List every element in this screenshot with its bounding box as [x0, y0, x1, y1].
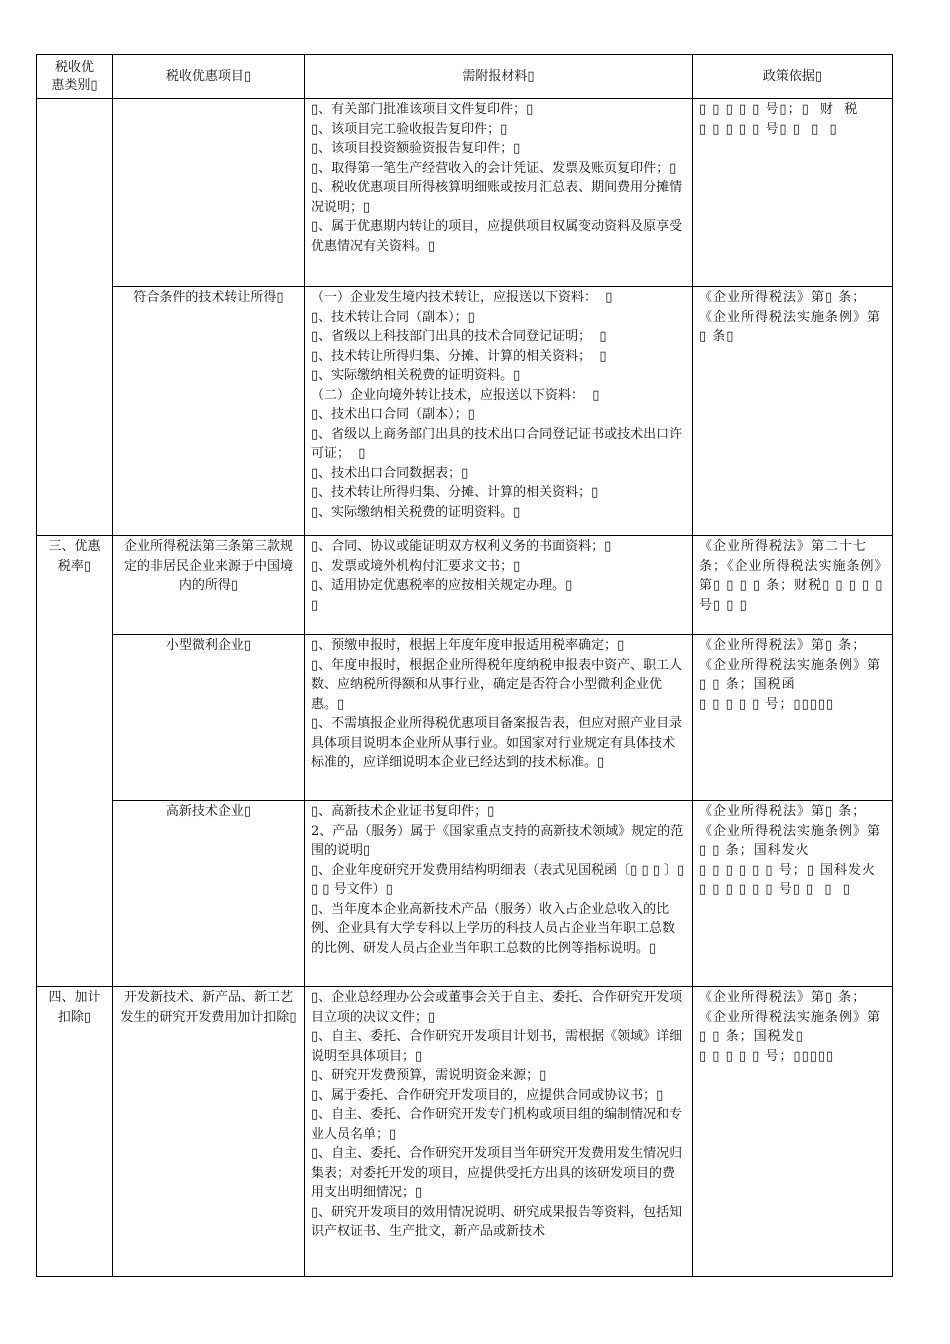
material-line: ▯、取得第一笔生产经营收入的会计凭证、发票及账页复印件；▯	[311, 160, 677, 176]
materials-cell	[305, 536, 693, 635]
tax-preference-table	[36, 54, 893, 1277]
material-line: ▯、研究开发费预算，需说明资金来源；▯	[311, 1068, 547, 1083]
material-line: ▯、合同、协议或能证明双方权利义务的书面资料；▯	[311, 539, 612, 554]
category-cell-continued	[37, 99, 113, 536]
material-line: ▯	[311, 597, 319, 613]
table-row	[37, 536, 893, 635]
materials-cell	[305, 635, 693, 801]
material-line: ▯、企业年度研究开发费用结构明细表（表式见国税函〔▯ ▯ ▯ 〕▯ ▯ ▯ 号文件）▯	[311, 862, 689, 897]
material-line: ▯、不需填报企业所得税优惠项目备案报告表，但应对照产业目录具体项目说明本企业所从事行业。如国家对行业规定有具体技术标准的，应详细说明本企业已经达到的技术标准。▯	[311, 716, 683, 770]
item-cell: 小型微利企业▯	[113, 635, 305, 801]
material-line: ▯、自主、委托、合作研究开发专门机构或项目组的编制情况和专业人员名单；▯	[311, 1107, 683, 1142]
category-cell: 四、加计 扣除▯	[37, 987, 113, 1277]
item-cell: 高新技术企业▯	[113, 801, 305, 987]
material-line: ▯、发票或境外机构付汇要求文书；▯	[311, 558, 521, 574]
header-policy: 政策依据▯	[693, 55, 893, 99]
material-line: ▯、省级以上科技部门出具的技术合同登记证明； ▯	[311, 329, 607, 344]
material-line: ▯、技术出口合同数据表；▯	[311, 465, 469, 481]
material-line: ▯、自主、委托、合作研究开发项目当年研究开发费用发生情况归集表；对委托开发的项目，应提供受托方出具的该研发项目的费用支出明细情况；▯	[311, 1146, 683, 1200]
item-cell: 符合条件的技术转让所得▯	[113, 287, 305, 536]
material-line: ▯、高新技术企业证书复印件；▯	[311, 804, 495, 819]
material-line: （一）企业发生境内技术转让，应报送以下资料： ▯	[311, 290, 613, 305]
material-line: ▯、当年度本企业高新技术产品（服务）收入占企业总收入的比例、企业具有大学专科以上学历的科技人员占企业当年职工总数的比例、研发人员占企业当年职工总数的比例等指标说明。▯	[311, 901, 676, 956]
table-row	[37, 635, 893, 801]
material-line: ▯、技术转让合同（副本）；▯	[311, 309, 475, 325]
header-category: 税收优 惠类别▯	[37, 55, 113, 99]
material-line: ▯、实际缴纳相关税费的证明资料。▯	[311, 368, 521, 383]
material-line: ▯、该项目投资额验资报告复印件；▯	[311, 141, 521, 156]
material-line: ▯、税收优惠项目所得核算明细账或按月汇总表、期间费用分摊情况说明；▯	[311, 180, 683, 215]
policy-cell: 《企业所得税法》第▯ 条；《企业所得税法实施条例》第▯ ▯ 条；国税发▯ ▯ ▯ ▯ ▯ ▯ 号；▯▯▯▯▯	[693, 987, 893, 1277]
material-line: ▯、技术出口合同（副本）；▯	[311, 407, 475, 422]
materials-cell	[305, 287, 693, 536]
category-cell: 三、优惠 税率▯	[37, 536, 113, 987]
table-row	[37, 99, 893, 287]
item-cell	[113, 99, 305, 287]
materials-cell	[305, 987, 693, 1277]
table-header-row	[37, 55, 893, 99]
header-item: 税收优惠项目▯	[113, 55, 305, 99]
item-cell: 企业所得税法第三条第三款规定的非居民企业来源于中国境内的所得▯	[113, 536, 305, 635]
material-line: ▯、技术转让所得归集、分摊、计算的相关资料； ▯	[311, 348, 607, 364]
material-line: ▯、年度申报时，根据企业所得税年度纳税申报表中资产、职工人数、应纳税所得额和从事行业，确定是否符合小型微利企业优惠。▯	[311, 657, 683, 712]
material-line: ▯、研究开发项目的效用情况说明、研究成果报告等资料，包括知识产权证书、生产批文，新产品或新技术	[311, 1204, 683, 1239]
material-line: ▯、属于优惠期内转让的项目，应提供项目权属变动资料及原享受优惠情况有关资料。▯	[311, 219, 683, 254]
table-row	[37, 987, 893, 1277]
material-line: ▯、适用协定优惠税率的应按相关规定办理。▯	[311, 578, 573, 593]
policy-cell: 《企业所得税法》第二十七条；《企业所得税法实施条例》第▯ ▯ ▯ ▯ 条；财税▯ ▯ ▯ ▯ ▯ 号▯ ▯ ▯	[693, 536, 893, 635]
table-row	[37, 801, 893, 987]
materials-cell	[305, 99, 693, 287]
material-line: 2、产品（服务）属于《国家重点支持的高新技术领域》规定的范围的说明▯	[311, 823, 684, 858]
material-line: ▯、自主、委托、合作研究开发项目计划书，需根据《领域》详细说明至具体项目；▯	[311, 1029, 683, 1064]
material-line: ▯、有关部门批准该项目文件复印件；▯	[311, 102, 534, 117]
material-line: ▯、该项目完工验收报告复印件；▯	[311, 121, 508, 137]
table-row	[37, 287, 893, 536]
material-line: ▯、企业总经理办公会或董事会关于自主、委托、合作研究开发项目立项的决议文件；▯	[311, 990, 683, 1025]
material-line: ▯、预缴申报时，根据上年度年度申报适用税率确定；▯	[311, 638, 625, 653]
materials-cell	[305, 801, 693, 987]
material-line: （二）企业向境外转让技术，应报送以下资料： ▯	[311, 387, 600, 403]
policy-cell: 《企业所得税法》第▯ 条；《企业所得税法实施条例》第▯ ▯ 条；国科发火 ▯ ▯ ▯ ▯ ▯ ▯ 号；▯ 国科发火 ▯ ▯ ▯ ▯ ▯ ▯ 号▯ ▯ ▯ ▯	[693, 801, 893, 987]
material-line: ▯、属于委托、合作研究开发项目的，应提供合同或协议书；▯	[311, 1087, 664, 1103]
policy-cell: 《企业所得税法》第▯ 条；《企业所得税法实施条例》第▯ 条▯	[693, 287, 893, 536]
material-line: ▯、省级以上商务部门出具的技术出口合同登记证书或技术出口许可证； ▯	[311, 426, 683, 461]
material-line: ▯、技术转让所得归集、分摊、计算的相关资料；▯	[311, 485, 599, 500]
material-line: ▯、实际缴纳相关税费的证明资料。▯	[311, 504, 521, 520]
item-cell: 开发新技术、新产品、新工艺发生的研究开发费用加计扣除▯	[113, 987, 305, 1277]
header-materials: 需附报材料▯	[305, 55, 693, 99]
policy-cell: ▯ ▯ ▯ ▯ ▯ 号▯；▯ 财 税 ▯ ▯ ▯ ▯ ▯ 号▯ ▯ ▯ ▯	[693, 99, 893, 287]
policy-cell: 《企业所得税法》第▯ 条；《企业所得税法实施条例》第▯ ▯ 条；国税函 ▯ ▯ ▯ ▯ ▯ 号；▯▯▯▯▯	[693, 635, 893, 801]
